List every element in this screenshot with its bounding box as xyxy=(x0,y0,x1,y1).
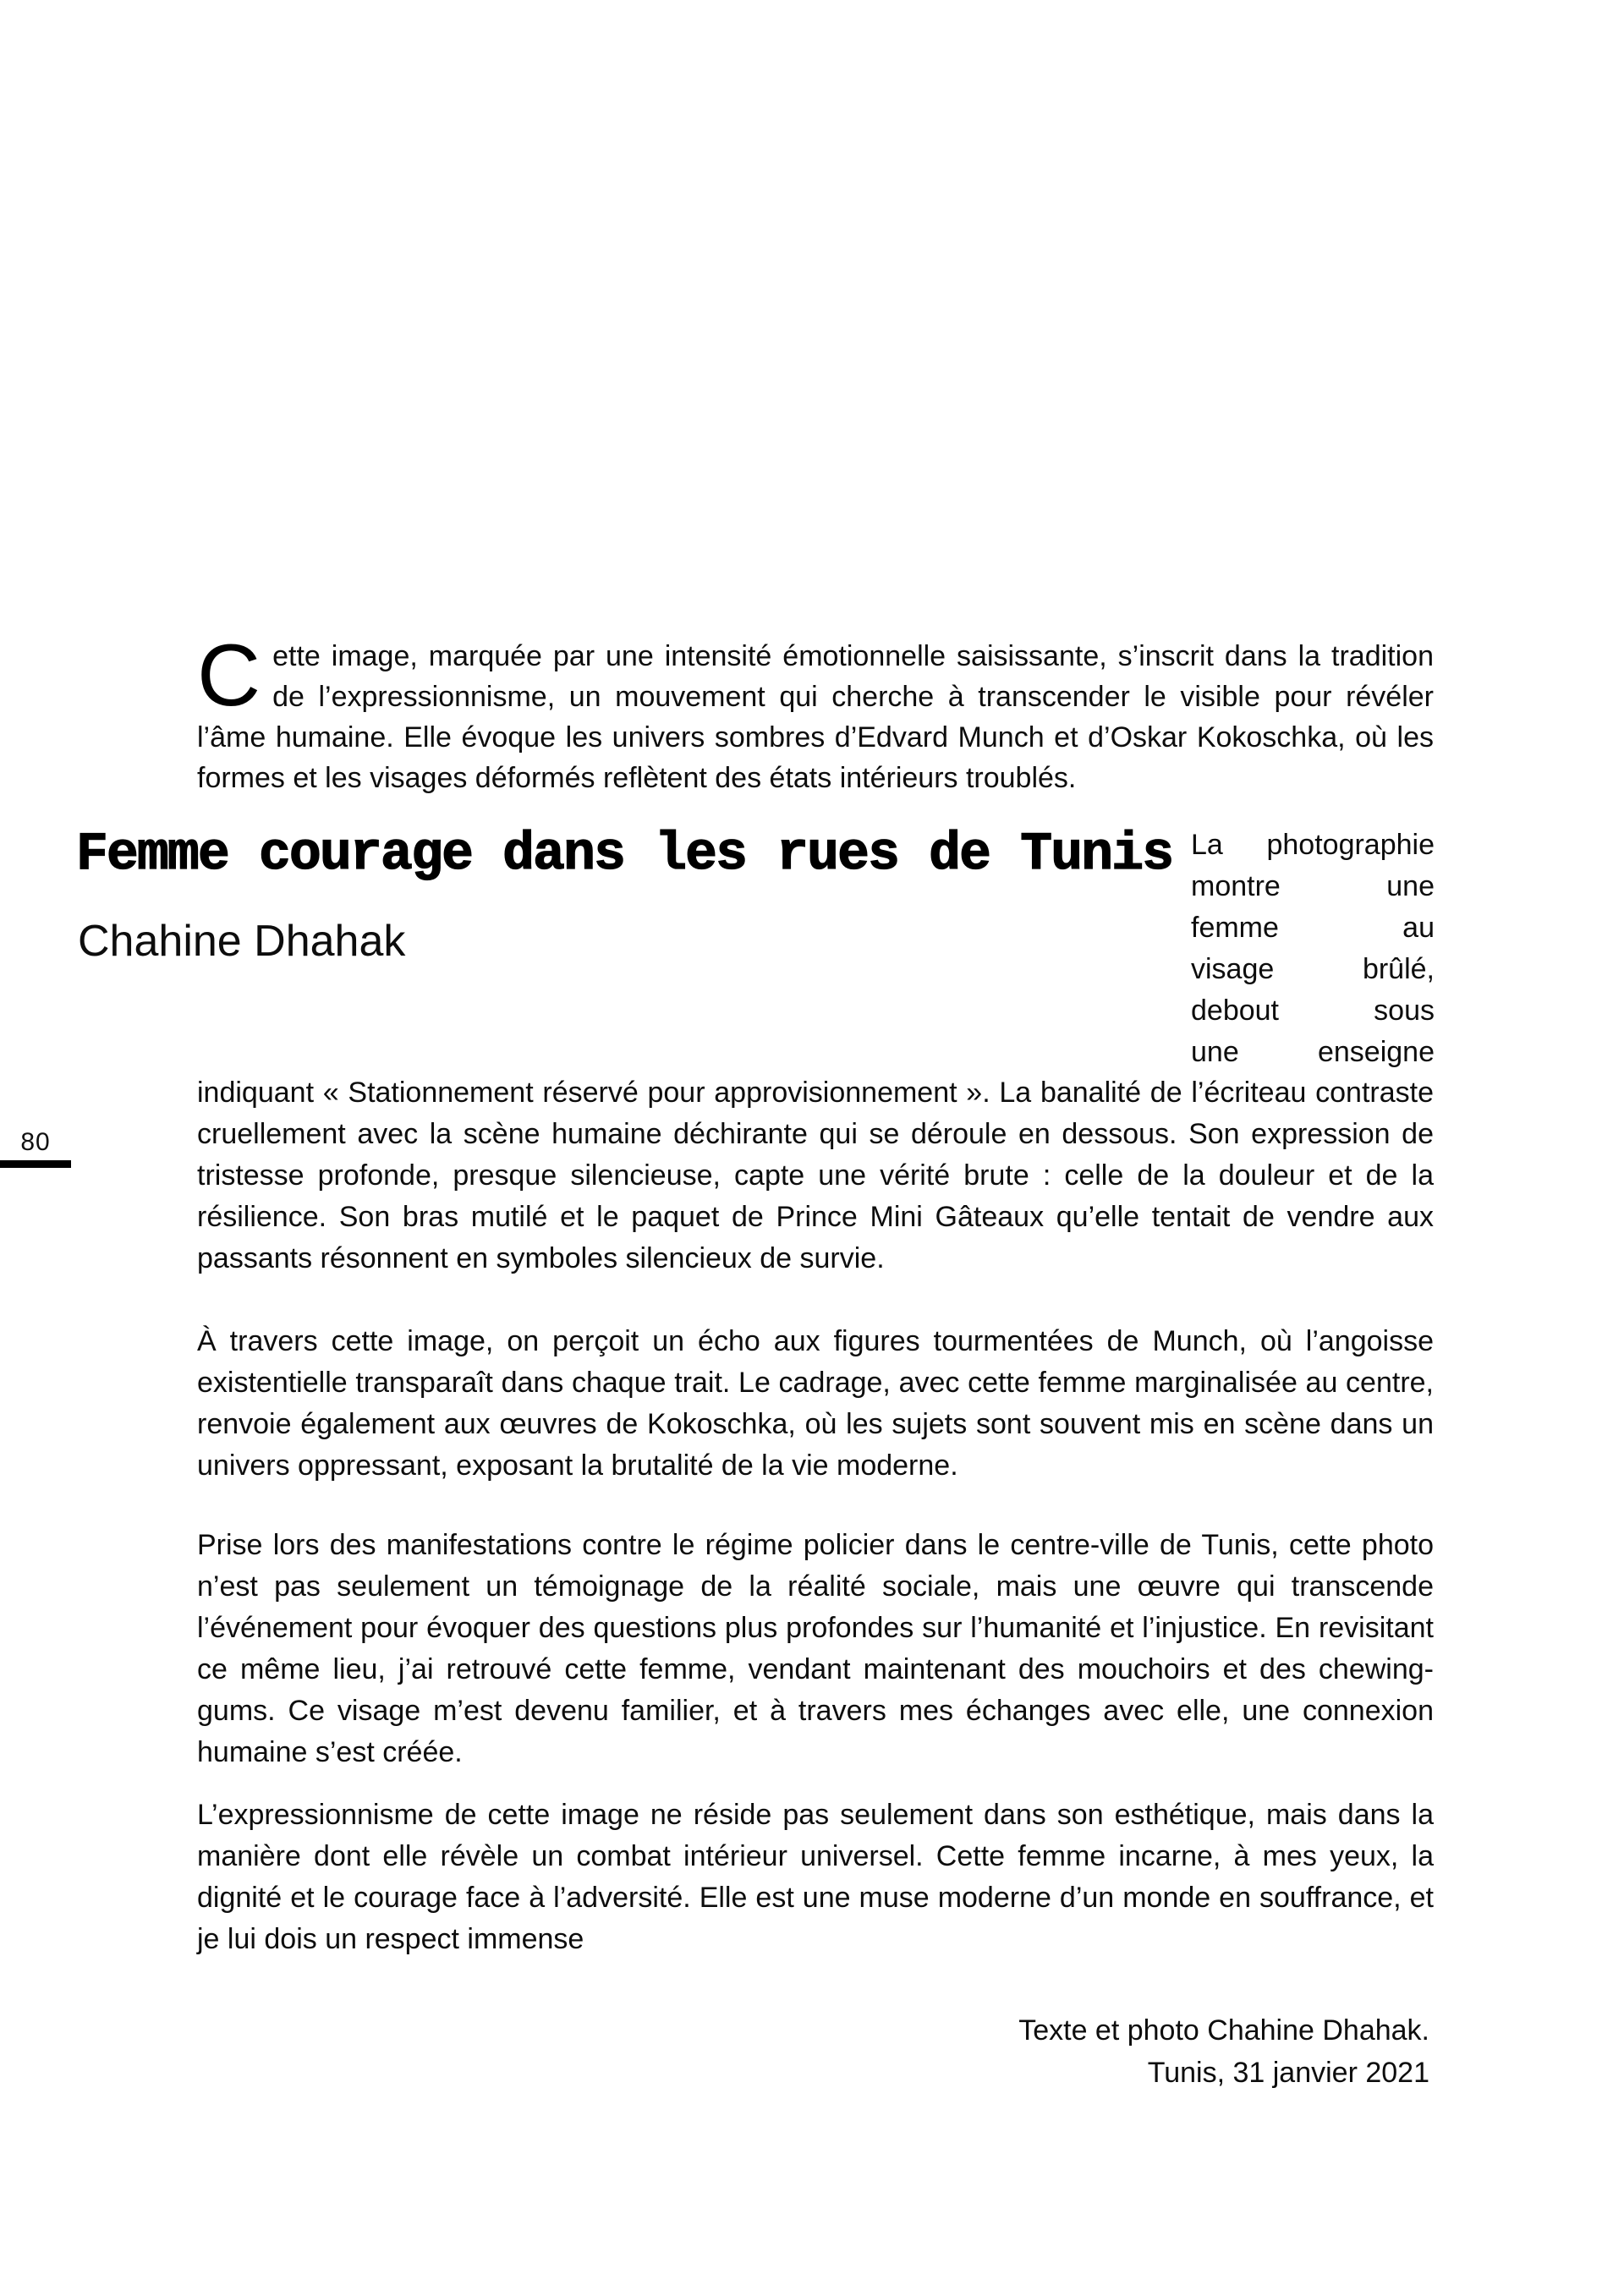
side-column xyxy=(1191,825,1435,1073)
page-number: 80 xyxy=(20,1128,51,1156)
credits-line-2: Tunis, 31 janvier 2021 xyxy=(1147,2057,1429,2089)
credits-line-1: Texte et photo Chahine Dhahak. xyxy=(1018,2014,1429,2047)
body-paragraph: À travers cette image, on perçoit un écho aux figures tourmentées de Munch, où l’angoisse existentielle transparaît dans chaque trait. Le cadrage, avec cette femme marginalisée au centre, renvoie également aux œuvres de Kokoschka, où les sujets sont souvent mis en scène dans un univers oppressant, exposant la brutalité de la vie moderne. xyxy=(197,1325,1434,1482)
body-paragraph: L’expressionnisme de cette image ne réside pas seulement dans son esthétique, mais dans la manière dont elle révèle un combat intérieur universel. Cette femme incarne, à mes yeux, la dignité et le courage face à l’adversité. Elle est une muse moderne d’un monde en souffrance, et je lui dois un respect immense xyxy=(197,1799,1434,1955)
side-column-line: une enseigne xyxy=(1191,1036,1435,1068)
article-author: Chahine Dhahak xyxy=(78,917,406,966)
credits-block xyxy=(1018,2009,1429,2094)
side-column-line: debout sous xyxy=(1191,995,1435,1027)
drop-cap: C xyxy=(197,627,261,725)
article-headline: Femme courage dans les rues de Tunis xyxy=(76,825,1173,885)
side-column-line: femme au xyxy=(1191,912,1435,944)
intro-paragraph xyxy=(197,627,1434,798)
side-column-line: visage brûlé, xyxy=(1191,953,1435,985)
intro-paragraph-text: ette image, marquée par une intensité émotionnelle saisissante, s’inscrit dans la tradition de l’expressionnisme, un mouvement qui cherche à transcender le visible pour révéler l’âme humaine. Elle évoque les univers sombres d’Edvard Munch et d’Oskar Kokoschka, où les formes et les visages déformés reflètent des états intérieurs troublés. xyxy=(197,640,1434,794)
side-column-line: La photographie xyxy=(1191,829,1435,861)
page-number-block xyxy=(0,1128,71,1168)
side-column-line: montre une xyxy=(1191,870,1435,902)
page-number-rule xyxy=(0,1160,71,1168)
body-paragraph: Prise lors des manifestations contre le régime policier dans le centre-ville de Tunis, cette photo n’est pas seulement un témoignage de la réalité sociale, mais une œuvre qui transcende l’événement pour évoquer des questions plus profondes sur l’humanité et l’injustice. En revisitant ce même lieu, j’ai retrouvé cette femme, vendant maintenant des mouchoirs et des chewing-gums. Ce visage m’est devenu familier, et à travers mes échanges avec elle, une connexion humaine s’est créée. xyxy=(197,1529,1434,1768)
body-paragraph: indiquant « Stationnement réservé pour approvisionnement ». La banalité de l’écriteau contraste cruellement avec la scène humaine déchirante qui se déroule en dessous. Son expression de tristesse profonde, presque silencieuse, capte une vérité brute : celle de la douleur et de la résilience. Son bras mutilé et le paquet de Prince Mini Gâteaux qu’elle tentait de vendre aux passants résonnent en symboles silencieux de survie. xyxy=(197,1077,1434,1274)
